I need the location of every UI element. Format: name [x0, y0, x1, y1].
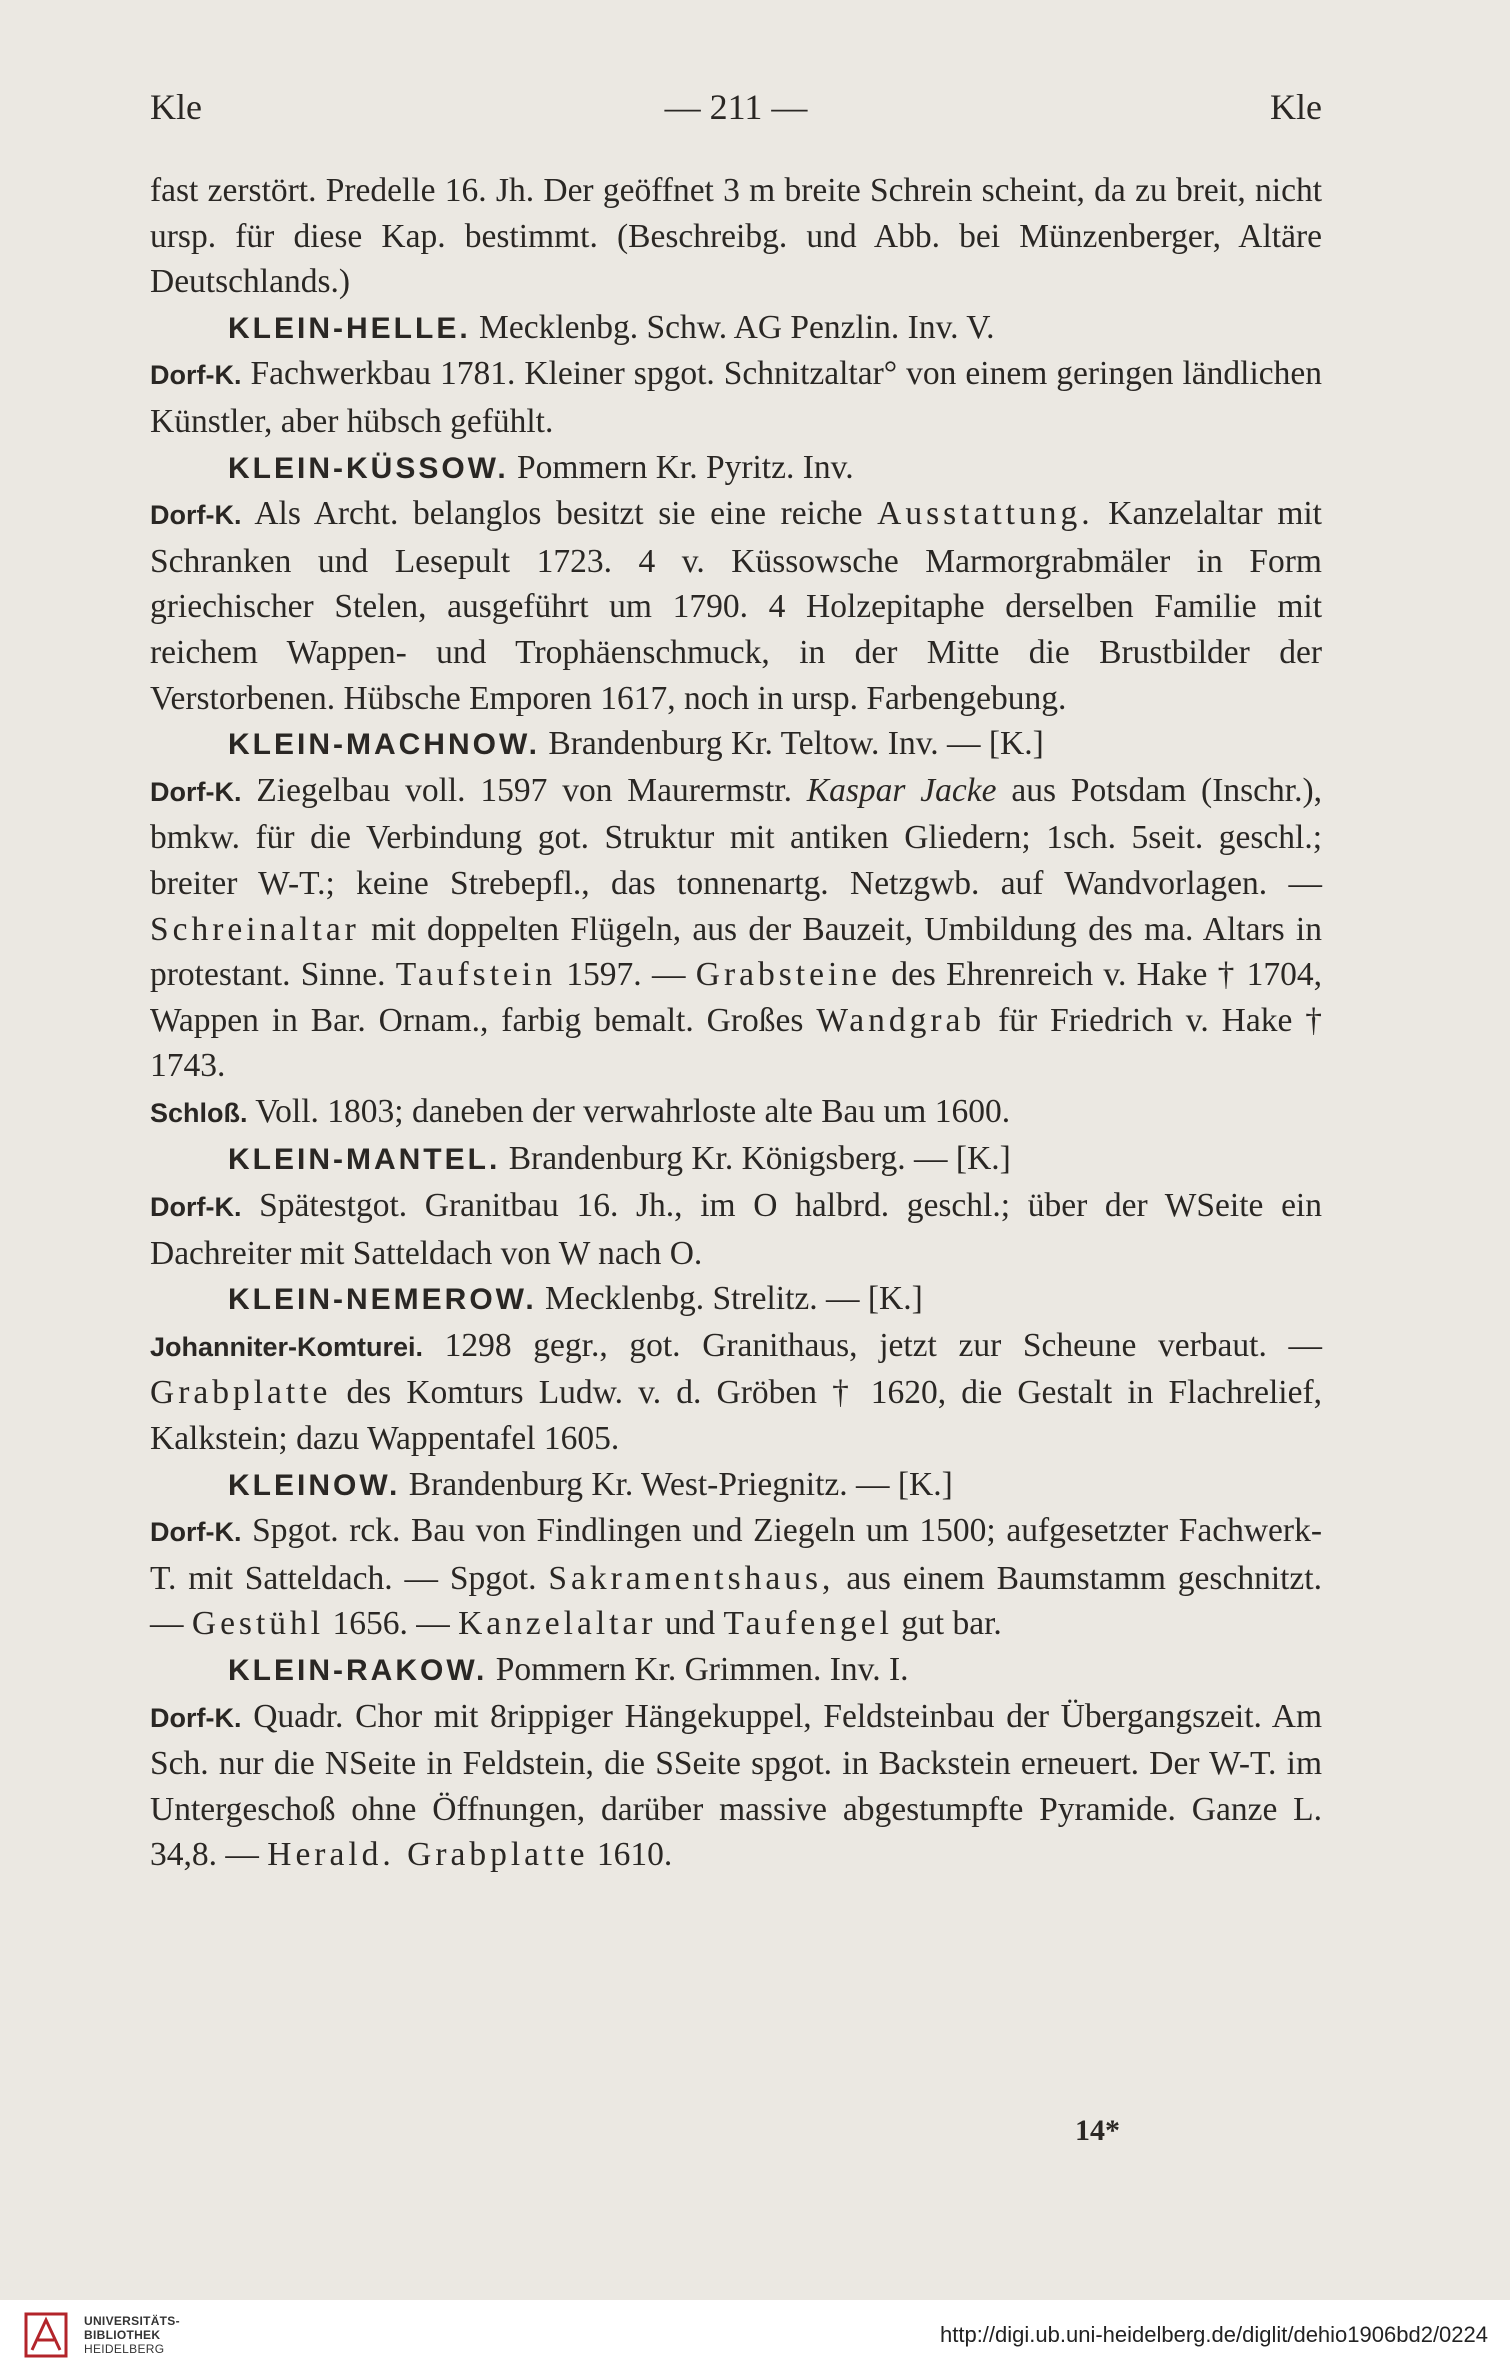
- entry-section: [150, 768, 1322, 1089]
- page-header: [150, 86, 1322, 136]
- entry-section: [150, 1089, 1322, 1137]
- section-text: Ziegelbau voll. 1597 von Maurermstr.: [256, 771, 792, 809]
- source-url-link[interactable]: http://digi.ub.uni-heidelberg.de/diglit/dehio1906bd2/0224: [940, 2322, 1488, 2347]
- spaced-term: Grabsteine: [695, 956, 881, 994]
- section-label: Schloß.: [150, 1097, 248, 1128]
- spaced-term: Kanzelaltar: [458, 1605, 657, 1643]
- section-text: aus einem Baumstamm geschnitzt. —: [150, 1559, 1322, 1643]
- section-text: Kanzelaltar mit Schranken und Lesepult 1723. 4 v. Küssowsche Marmorgrabmäler in Form griechischer Stelen, ausgeführt um 1790. 4 Holzepitaphe derselben Familie mit reichem Wappen- und Trophäenschmuck, in der Mitte die Brustbilder der Verstorbenen. Hübsche Emporen 1617, noch in ursp. Farbengebung.: [150, 495, 1322, 717]
- entry-headword: KLEIN-MACHNOW.: [228, 728, 540, 762]
- entry-headline: [150, 1647, 1322, 1694]
- section-text: 1298 gegr., got. Granithaus, jetzt zur Scheune verbaut. —: [444, 1326, 1322, 1364]
- entry-headword: KLEINOW.: [228, 1468, 401, 1502]
- section-label: Dorf-K.: [150, 1702, 242, 1733]
- section-text: des Ehrenreich v. Hake † 1704, Wappen in Bar. Ornam., farbig bemalt. Großes: [150, 956, 1323, 1039]
- intro-paragraph: fast zerstört. Predelle 16. Jh. Der geöffnet 3 m breite Schrein scheint, da zu breit, nicht ursp. für diese Kap. bestimmt. (Beschreibg. und Abb. bei Münzenberger, Altäre Deutschlands.): [150, 172, 1322, 301]
- section-text: für Friedrich v. Hake † 1743.: [150, 1001, 1323, 1085]
- section-text: Spgot. rck. Bau von Findlingen und Ziegeln um 1500; aufgesetzter Fachwerk-T. mit Satteldach. — Spgot.: [150, 1512, 1322, 1597]
- library-logo-text: [84, 2314, 180, 2356]
- section-text: gut bar.: [901, 1605, 1002, 1643]
- signature-mark: 14*: [1075, 2114, 1120, 2147]
- logo-line: UNIVERSITÄTS-: [84, 2314, 180, 2328]
- section-text: und: [664, 1605, 716, 1643]
- section-text: Quadr. Chor mit 8rippiger Hängekuppel, Feldsteinbau der Übergangszeit. Am Sch. nur die NSeite in Feldstein, die SSeite spgot. in Backstein erneuert. Der W-T. im Untergeschoß ohne Öffnungen, darüber massive abgestumpfte Pyramide. Ganze L. 34,8. —: [150, 1697, 1323, 1874]
- entry-headline: [150, 305, 1322, 352]
- section-text: 1597. —: [566, 956, 686, 994]
- entry-headline: [150, 721, 1322, 768]
- spaced-term: Schreinaltar: [150, 910, 360, 948]
- entry-headline: [150, 1276, 1322, 1323]
- entry-headword: KLEIN-MANTEL.: [228, 1143, 501, 1177]
- entry-location: Brandenburg Kr. West-Priegnitz. — [K.]: [408, 1465, 953, 1503]
- section-text: 1610.: [596, 1836, 673, 1874]
- entry-section: [150, 1508, 1322, 1647]
- logo-line: HEIDELBERG: [84, 2342, 165, 2356]
- entry-section: [150, 491, 1322, 721]
- entry-section: [150, 1694, 1322, 1878]
- entry-section: [150, 351, 1322, 444]
- entry-location: Mecklenbg. Schw. AG Penzlin. Inv. V.: [479, 308, 995, 346]
- section-text: Spätestgot. Granitbau 16. Jh., im O halbrd. geschl.; über der WSeite ein Dachreiter mit Satteldach von W nach O.: [150, 1187, 1322, 1272]
- entry-headword: KLEIN-RAKOW.: [228, 1654, 488, 1687]
- entry-headline: [150, 445, 1322, 492]
- entry-location: Brandenburg Kr. Teltow. Inv. — [K.]: [548, 725, 1044, 763]
- logo-line: BIBLIOTHEK: [84, 2328, 161, 2342]
- entry-headline: [150, 1462, 1322, 1509]
- spaced-term: Grabplatte: [150, 1374, 332, 1412]
- spaced-term: Taufstein: [395, 956, 556, 994]
- page-body: [150, 168, 1322, 1878]
- entry-location: Pommern Kr. Grimmen. Inv. I.: [495, 1651, 909, 1688]
- section-text: 1656. —: [332, 1605, 450, 1643]
- entry-location: Brandenburg Kr. Königsberg. — [K.]: [508, 1140, 1011, 1178]
- section-label: Dorf-K.: [150, 360, 242, 391]
- library-logo-icon: [24, 2312, 68, 2358]
- header-right-keyword: Kle: [1270, 87, 1322, 127]
- page-number: — 211 —: [664, 87, 808, 127]
- section-label: Johanniter-Komturei.: [150, 1331, 424, 1362]
- entry-section: [150, 1183, 1322, 1276]
- entry-location: Pommern Kr. Pyritz. Inv.: [517, 448, 854, 486]
- section-text: Als Archt. belanglos besitzt sie eine reiche: [254, 495, 863, 533]
- entry-location: Mecklenbg. Strelitz. — [K.]: [545, 1280, 923, 1318]
- header-left-keyword: Kle: [150, 87, 202, 127]
- spaced-term: Wandgrab: [816, 1001, 986, 1039]
- section-label: Dorf-K.: [150, 776, 242, 807]
- section-text: Fachwerkbau 1781. Kleiner spgot. Schnitzaltar° von einem geringen ländlichen Künstler, aber hübsch gefühlt.: [150, 355, 1322, 440]
- spaced-term: Herald. Grabplatte: [267, 1836, 589, 1874]
- entry-headword: KLEIN-KÜSSOW.: [228, 451, 509, 485]
- spaced-term: Gestühl: [191, 1605, 325, 1643]
- spaced-term: Ausstattung.: [877, 495, 1094, 533]
- entry-headline: [150, 1136, 1322, 1183]
- section-text: des Komturs Ludw. v. d. Gröben † 1620, die Gestalt in Flachrelief, Kalkstein; dazu Wappentafel 1605.: [150, 1374, 1322, 1458]
- entry-section: [150, 1323, 1322, 1462]
- section-label: Dorf-K.: [150, 500, 242, 531]
- section-label: Dorf-K.: [150, 1192, 242, 1223]
- footer-bar: [0, 2300, 1510, 2370]
- entry-headword: KLEIN-HELLE.: [228, 311, 471, 345]
- section-text: aus Potsdam (Inschr.), bmkw. für die Verbindung got. Struktur mit antiken Gliedern; 1sch. 5seit. geschl.; breiter W-T.; keine Strebepfl., das tonnenartg. Netzgwb. auf Wandvorlagen. —: [150, 771, 1322, 902]
- section-text: Voll. 1803; daneben der verwahrloste alte Bau um 1600.: [255, 1092, 1011, 1130]
- section-text: mit doppelten Flügeln, aus der Bauzeit, Umbildung des ma. Altars in protestant. Sinne.: [150, 910, 1322, 994]
- spaced-term: Sakramentshaus,: [548, 1559, 835, 1597]
- person-name: Kaspar Jacke: [806, 771, 997, 809]
- entry-headword: KLEIN-NEMEROW.: [228, 1283, 537, 1317]
- spaced-term: Taufengel: [723, 1605, 893, 1643]
- section-label: Dorf-K.: [150, 1517, 242, 1548]
